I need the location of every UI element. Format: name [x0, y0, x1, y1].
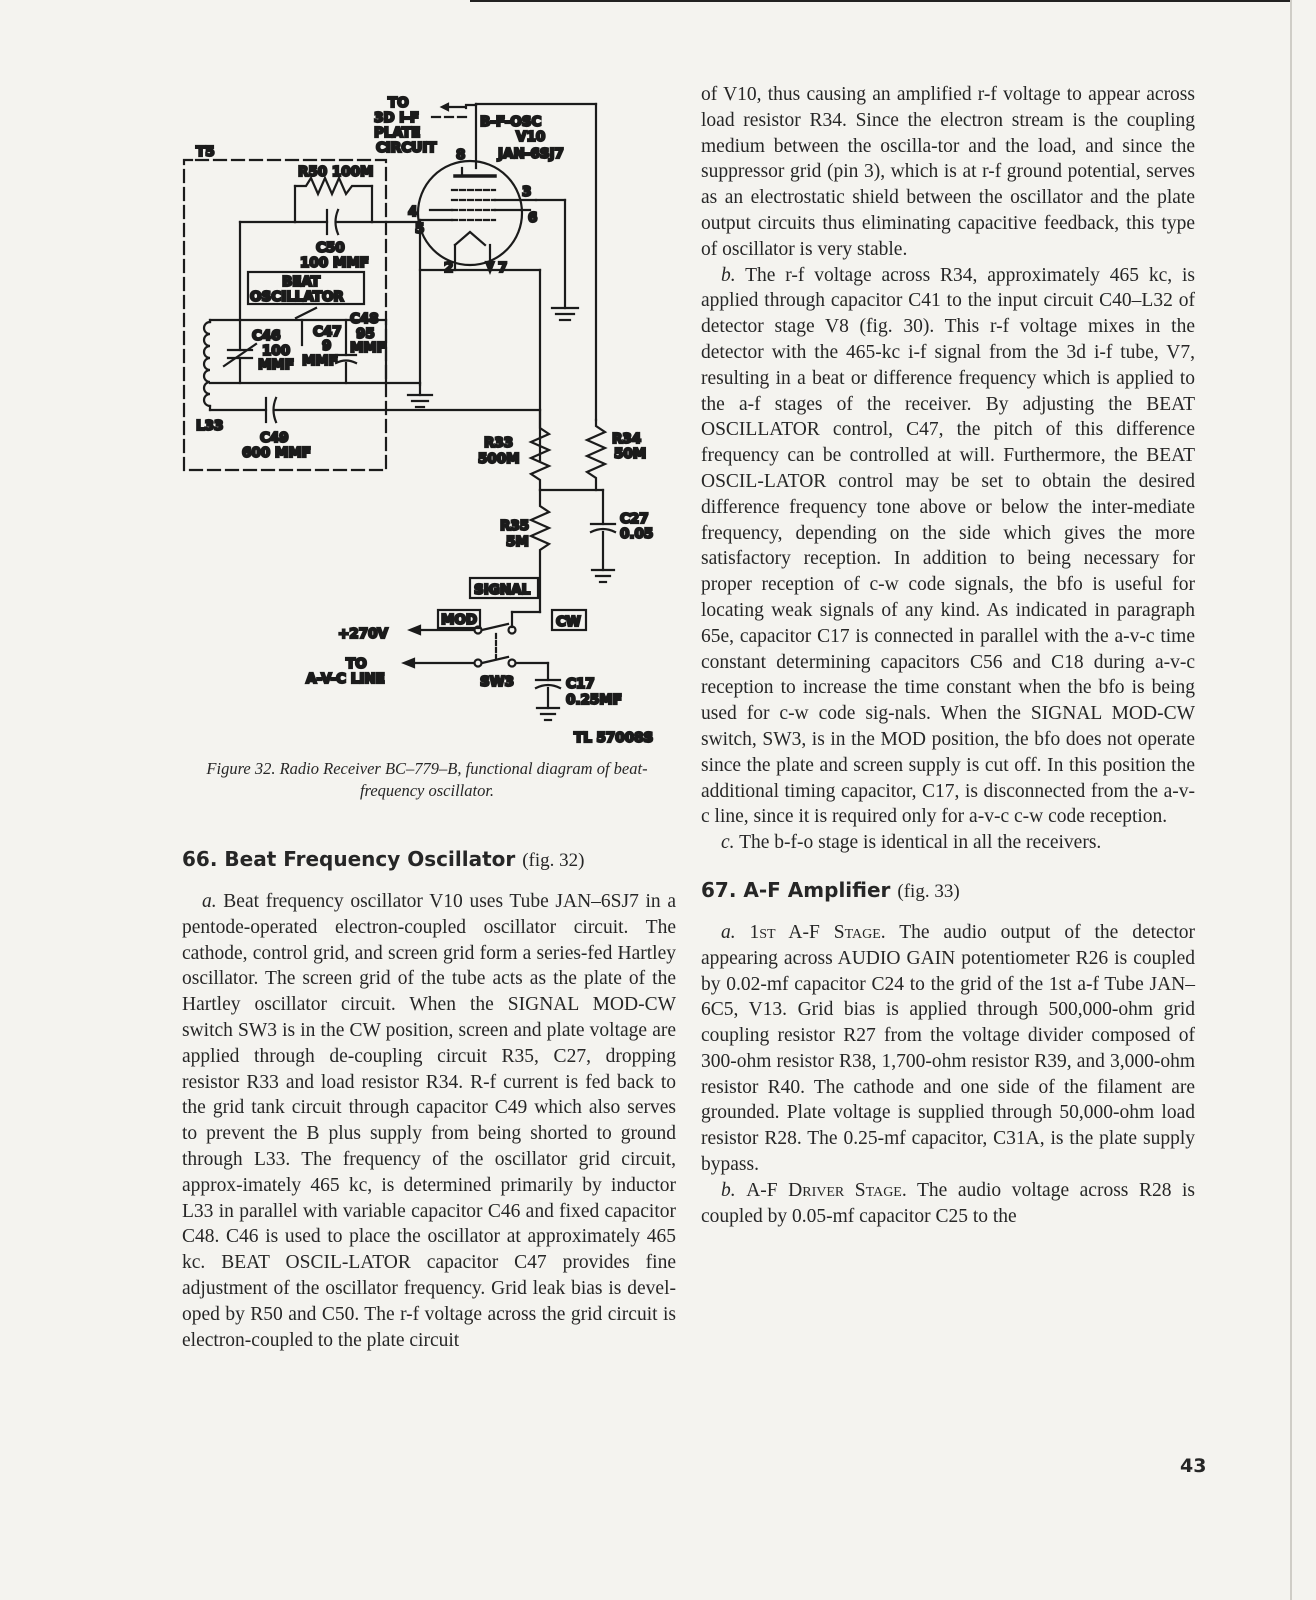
- continued-paragraph: [701, 82, 1195, 263]
- left-column: [182, 845, 676, 1353]
- label-tl-number: TL 57008S: [574, 730, 654, 746]
- page-number: 43: [1180, 1455, 1207, 1477]
- label-c47: C47: [313, 324, 342, 340]
- r35-resistor: [531, 490, 549, 612]
- caption-label: Figure 32.: [206, 759, 276, 778]
- label-bfosc: B-F-OSC: [480, 114, 542, 130]
- label-c46-value: 100: [262, 343, 291, 359]
- label-pin-2: 2: [444, 260, 454, 276]
- caption-text: Radio Receiver BC–779–B, functional diagram of beat-frequency oscillator.: [279, 759, 648, 800]
- label-c27-value: 0.05: [620, 526, 654, 542]
- label-to-avc: TO: [346, 656, 367, 672]
- para-67b-caps: A-F Driver Stage.: [746, 1179, 907, 1201]
- label-c49-value: 600 MMF: [242, 445, 311, 461]
- label-r34-value: 50M: [614, 446, 647, 462]
- label-r50: R50 100M: [298, 164, 374, 180]
- para-b-text: The r-f voltage across R34, approximately 465 kc, is applied through capacitor C41 to the input circuit C40–L32 of detector stage V8 (fig. 30). This r-f voltage mixes in the detector with the 465-kc i-f signal from the 3d i-f tube, V7, resulting in a beat or difference frequency which is applied to the a-f stages of the receiver. By adjusting the BEAT OSCILLATOR control, C47, the pitch of this difference frequency can be controlled at will. Furthermore, the BEAT OSCIL-LATOR control may be set to obtain the desired difference frequency tone above or below the inter-mediate frequency, depending on the side which gives the more satisfactory reception. In addition to being necessary for proper reception of c-w code signals, the bfo is useful for locating weak signals of any kind. As indicated in paragraph 65e, capacitor C17 is connected in parallel with the a-v-c time constant determining capacitors C56 and C18 during a-v-c reception to increase the time constant when the bfo is being used for c-w code sig-nals. When the SIGNAL MOD-CW switch, SW3, is in the MOD position, the bfo does not operate since the plate and screen supply is cut off. In this position the additional timing capacitor, C17, is disconnected from the a-v-c line, since it is required only for a-v-c c-w code reception.: [701, 264, 1195, 828]
- right-column: [701, 82, 1195, 1229]
- para-67b-label: b.: [721, 1179, 736, 1201]
- label-mod: MOD: [441, 612, 478, 628]
- label-t5: T5: [196, 144, 215, 160]
- label-sw3: SW3: [480, 674, 515, 690]
- label-pin-3: 3: [522, 184, 532, 200]
- label-r33-value: 500M: [478, 451, 520, 467]
- r34-resistor: [587, 420, 605, 490]
- label-r35: R35: [500, 518, 530, 534]
- label-pin-7: 7: [498, 260, 508, 276]
- para-67a-text: The audio output of the detector appearing across AUDIO GAIN potentiometer R26 is coupled by 0.02-mf capacitor C24 to the grid of the 1st a-f Tube JAN–6C5, V13. Grid bias is applied through 500,000-ohm grid coupling resistor R27 from the voltage divider composed of 300-ohm resistor R38, 1,700-ohm resistor R39, and 3,000-ohm resistor R40. The cathode and one side of the filament are grounded. Plate voltage is supplied through 50,000-ohm load resistor R28. The 0.25-mf capacitor, C31A, is the plate supply bypass.: [701, 921, 1195, 1176]
- label-c49: C49: [260, 430, 289, 446]
- label-c46: C46: [252, 328, 281, 344]
- label-c50-value: 100 MMF: [300, 255, 369, 271]
- label-c50: C50: [316, 240, 345, 256]
- label-v10: V10: [516, 129, 546, 145]
- label-c48: C48: [350, 311, 379, 327]
- label-c48-value: 95: [356, 326, 375, 342]
- label-r34: R34: [612, 431, 642, 447]
- section-66-para-c: [701, 830, 1195, 856]
- label-pin-5: 5: [415, 221, 425, 237]
- label-beat: BEAT: [282, 274, 321, 290]
- label-c46-unit: MMF: [258, 357, 295, 373]
- label-c27: C27: [620, 511, 649, 527]
- label-to: TO: [388, 95, 409, 111]
- para-a-text: Beat frequency oscillator V10 uses Tube JAN–6SJ7 in a pentode-operated electron-coupled oscillator circuit. The cathode, control grid, and screen grid form a series-fed Hartley oscillator. The screen grid of the tube acts as the plate of the Hartley oscillator circuit. When the SIGNAL MOD-CW switch SW3 is in the CW position, screen and plate voltage are applied through de-coupling circuit R35, C27, dropping resistor R33 and load resistor R34. R-f current is fed back to the grid tank circuit through capacitor C49 which also serves to prevent the B plus supply from being shorted to ground through L33. The frequency of the oscillator grid circuit, approx-imately 465 kc, is determined primarily by inductor L33 in parallel with variable capacitor C46 and fixed capacitor C48. C46 is used to place the oscillator at approximately 465 kc. BEAT OSCIL-LATOR capacitor C47 provides fine adjustment of the oscillator frequency. Grid leak bias is devel-oped by R50 and C50. The r-f voltage across the grid circuit is electron-coupled to the plate circuit: [182, 891, 676, 1351]
- section-66-heading: [182, 845, 676, 875]
- label-l33: L33: [196, 418, 224, 434]
- label-c47-unit: MMF: [302, 353, 339, 369]
- label-pin-8: 8: [456, 147, 466, 163]
- section-67-para-b: [701, 1178, 1195, 1230]
- para-c-label: c.: [721, 832, 735, 854]
- label-c17: C17: [566, 676, 595, 692]
- section-67-para-a: [701, 920, 1195, 1178]
- label-pin-4: 4: [408, 204, 418, 220]
- para-67a-label: a.: [721, 921, 736, 943]
- l33-coil: [204, 322, 210, 406]
- para-b-label: b.: [721, 264, 736, 286]
- label-circuit: CIRCUIT: [376, 140, 437, 156]
- para-a-label: a.: [202, 891, 217, 912]
- label-plate: PLATE: [374, 125, 421, 141]
- section-66-fig-ref: (fig. 32): [522, 850, 585, 871]
- section-67-heading: [701, 876, 1195, 906]
- label-cw: CW: [556, 614, 581, 630]
- section-66-number: 66.: [182, 847, 218, 871]
- label-c47-value: 9: [322, 338, 332, 354]
- section-66-para-b: [701, 263, 1195, 831]
- section-67-title: A-F Amplifier: [743, 877, 891, 902]
- label-r33: R33: [484, 435, 514, 451]
- label-3d-if: 3D I-F: [374, 110, 420, 126]
- section-67-number: 67.: [701, 877, 737, 902]
- r50-resistor: [295, 178, 372, 194]
- label-r35-value: 5M: [506, 534, 529, 550]
- para-67a-caps: 1st A-F Stage.: [749, 921, 886, 943]
- continued-text: of V10, thus causing an amplified r-f voltage to appear across load resistor R34. Since the electron stream is the coupling medium between the oscilla-tor and the load, and since the suppressor grid (pin 3), which is at r-f ground potential, serves as an electrostatic shield between the oscillator and the plate output circuits thus eliminating capacitive feedback, this type of oscillator is very stable.: [701, 84, 1195, 260]
- section-66-para-a: [182, 889, 676, 1353]
- label-oscillator: OSCILLATOR: [250, 289, 344, 305]
- label-signal: SIGNAL: [474, 582, 531, 598]
- label-plus270v: +270V: [338, 626, 388, 642]
- label-avc-line: A-V-C LINE: [306, 671, 385, 687]
- label-c48-unit: MMF: [350, 340, 387, 356]
- para-67b-text: The audio voltage across R28 is coupled by 0.05-mf capacitor C25 to the: [701, 1179, 1196, 1227]
- para-c-text: The b-f-o stage is identical in all the receivers.: [739, 832, 1102, 854]
- label-c17-value: 0.25MF: [566, 692, 622, 708]
- figure-caption: [182, 758, 672, 802]
- label-pin-6: 6: [528, 210, 538, 226]
- label-tube: JAN-6SJ7: [498, 146, 564, 162]
- section-66-title: Beat Frequency Oscillator: [224, 847, 516, 871]
- section-67-fig-ref: (fig. 33): [897, 880, 960, 902]
